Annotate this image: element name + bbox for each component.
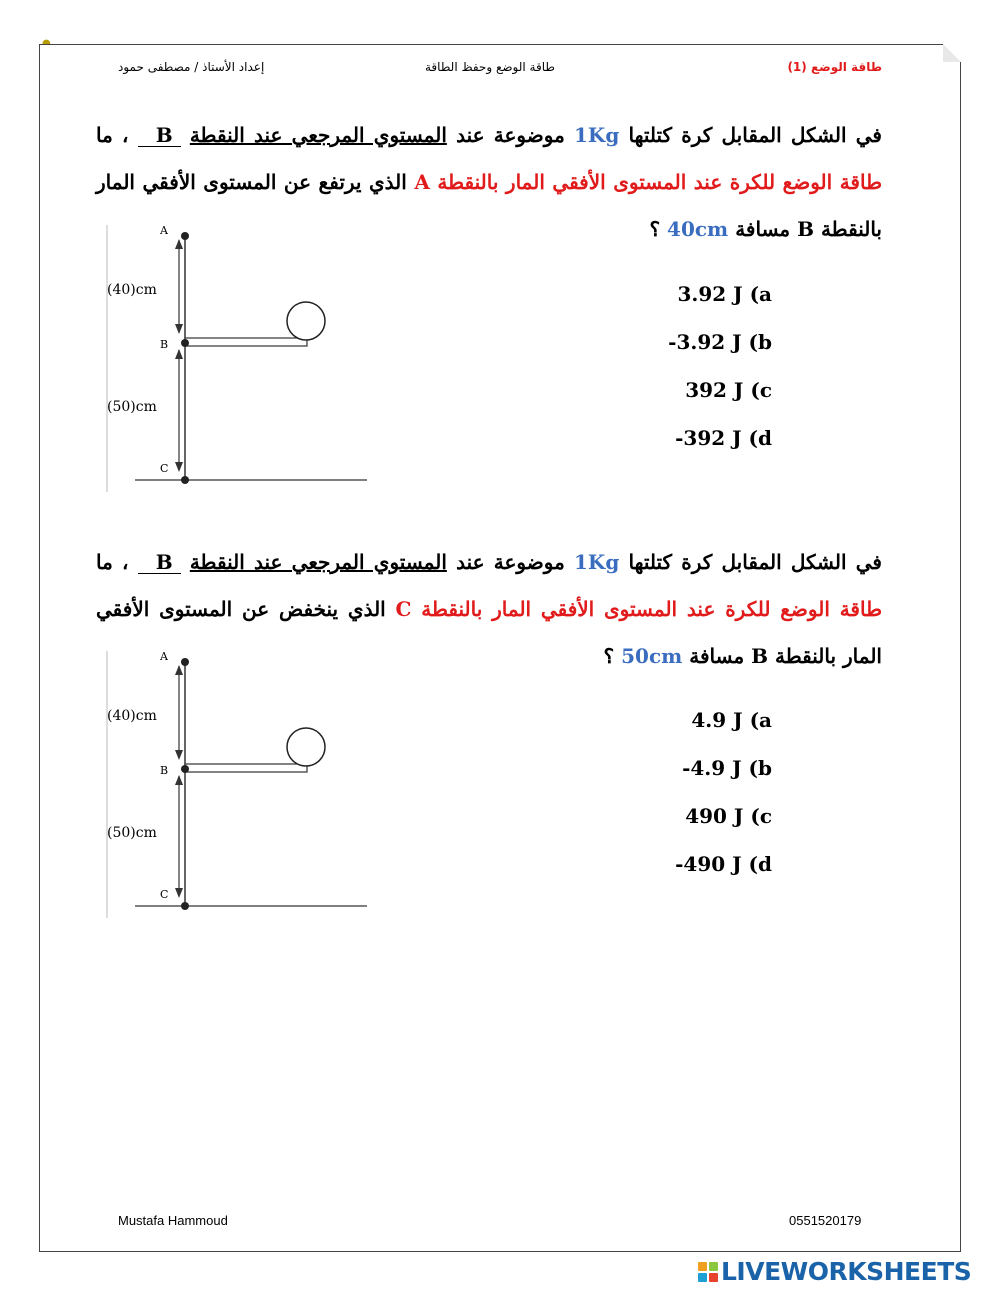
q2-arrow-bc-down-head (175, 888, 183, 898)
q2-option-c[interactable]: 490 J (c (685, 804, 772, 828)
q2-placed: موضوعة عند (456, 550, 565, 574)
footer-author: Mustafa Hammoud (118, 1213, 228, 1228)
q1-point-c-dot (181, 476, 189, 484)
q2-reference-point: B (138, 551, 181, 574)
brand-name: LIVEWORKSHEETS (721, 1257, 972, 1286)
q2-shelf (185, 764, 307, 772)
q1-label-b: B (160, 338, 169, 351)
q1-arrow-bc-down-head (175, 462, 183, 472)
q2-point-c-dot (181, 902, 189, 910)
q2-label-40cm: (40)cm (107, 708, 157, 724)
q2-label-50cm: (50)cm (107, 825, 157, 841)
logo-square-1 (698, 1262, 707, 1271)
q2-question-mark: ؟ (603, 644, 615, 668)
q2-ball (287, 728, 325, 766)
q1-label-a: A (160, 224, 168, 237)
q1-distance: 40cm (667, 217, 729, 241)
q2-distance: 50cm (621, 644, 683, 668)
logo-square-4 (709, 1273, 718, 1282)
q2-diagram (105, 648, 375, 920)
q1-arrow-ab-down-head (175, 324, 183, 334)
q1-placed: موضوعة عند (456, 123, 565, 147)
q1-mass: 1Kg (574, 123, 620, 147)
liveworksheets-logo-icon (698, 1262, 718, 1282)
q2-reference-level: المستوي المرجعي عند النقطة (189, 550, 447, 574)
liveworksheets-brand[interactable] (698, 1257, 971, 1286)
q1-label-40cm: (40)cm (107, 282, 157, 298)
q2-option-d[interactable]: -490 J (d (675, 852, 772, 876)
q2-label-a: A (160, 650, 168, 663)
q1-arrow-bc-up-head (175, 349, 183, 359)
q2-arrow-ab-down-head (175, 750, 183, 760)
q1-reference-level: المستوي المرجعي عند النقطة (189, 123, 447, 147)
q1-arrow-ab-up-head (175, 239, 183, 249)
q1-option-b[interactable]: -3.92 J (b (668, 330, 772, 354)
logo-square-2 (709, 1262, 718, 1271)
q2-arrow-bc-up-head (175, 775, 183, 785)
q1-shelf (185, 338, 307, 346)
q2-intro: في الشكل المقابل كرة كتلتها (628, 550, 882, 574)
q2-label-b: B (160, 764, 169, 777)
q1-reference-point: B (138, 124, 181, 147)
q2-what: ، ما (96, 550, 129, 574)
q2-distance-phrase: الذي ينخفض عن المستوى الأفقي المار بالنقطة B مسافة (96, 597, 882, 668)
logo-square-3 (698, 1273, 707, 1282)
worksheet-title: طاقة الوضع (1) (787, 60, 882, 74)
subject-title: طاقة الوضع وحفظ الطاقة (425, 60, 555, 74)
q2-mass: 1Kg (574, 550, 620, 574)
q1-option-d[interactable]: -392 J (d (675, 426, 772, 450)
q1-question-mark: ؟ (649, 217, 661, 241)
q1-distance-phrase: الذي يرتفع عن المستوى الأفقي المار بالنقطة B مسافة (96, 170, 882, 241)
q1-what: ، ما (96, 123, 129, 147)
q2-point-b-dot (181, 765, 189, 773)
q1-ball (287, 302, 325, 340)
q1-option-c[interactable]: 392 J (c (685, 378, 772, 402)
page-fold-corner (943, 44, 961, 62)
q2-option-a[interactable]: 4.9 J (a (691, 708, 772, 732)
footer-phone: 0551520179 (789, 1213, 862, 1228)
q1-point-b-dot (181, 339, 189, 347)
q1-diagram (105, 222, 375, 494)
q2-option-b[interactable]: -4.9 J (b (682, 756, 772, 780)
q1-energy-phrase: طاقة الوضع للكرة عند المستوى الأفقي المار بالنقطة A (414, 170, 882, 194)
q1-label-c: C (160, 462, 169, 475)
q2-energy-phrase: طاقة الوضع للكرة عند المستوى الأفقي المار بالنقطة C (395, 597, 882, 621)
q1-option-a[interactable]: 3.92 J (a (677, 282, 772, 306)
q2-point-a-dot (181, 658, 189, 666)
q2-arrow-ab-up-head (175, 665, 183, 675)
q2-label-c: C (160, 888, 169, 901)
q1-point-a-dot (181, 232, 189, 240)
teacher-credit: إعداد الأستاذ / مصطفى حمود (118, 60, 265, 74)
q1-intro: في الشكل المقابل كرة كتلتها (628, 123, 882, 147)
q1-label-50cm: (50)cm (107, 399, 157, 415)
